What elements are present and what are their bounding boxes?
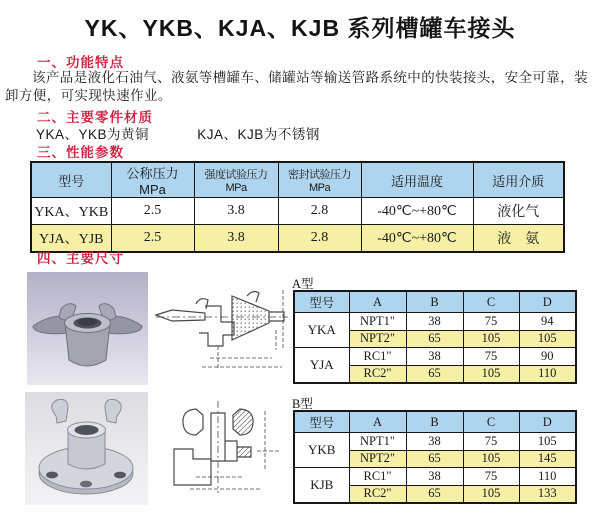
cell: 65: [406, 330, 463, 348]
materials-brass: YKA、YKB为黄铜: [36, 127, 150, 142]
cell: 液 氨: [473, 225, 564, 253]
cell: RC1": [349, 468, 406, 486]
header-cell: 型号: [31, 162, 111, 198]
model-cell: YJA: [294, 348, 349, 384]
header-cell: A: [349, 411, 406, 433]
section-heading-features: 一、功能特点: [37, 55, 124, 70]
table-row: [294, 433, 576, 451]
cell: 2.5: [111, 198, 194, 225]
features-paragraph: 该产品是液化石油气、液氨等槽罐车、储罐站等输送管路系统中的快装接头，安全可靠，装卸方便，可实现快速作业。: [5, 70, 588, 103]
header-cell: C: [463, 291, 519, 313]
dimension-table-b: [293, 410, 577, 504]
cell: 65: [406, 450, 463, 468]
drawing-b-cross-section: [162, 399, 285, 497]
cell: 75: [463, 313, 519, 331]
cell: 110: [519, 365, 576, 383]
cell: 90: [519, 348, 576, 366]
cell: 75: [463, 468, 519, 486]
cell: -40℃~+80℃: [361, 225, 473, 253]
cell: 75: [463, 433, 519, 451]
drawing-a-image: [152, 278, 293, 374]
dim-a-header-row: [294, 291, 576, 313]
cell: 2.8: [278, 198, 361, 225]
page-title: YK、YKB、KJA、KJB 系列槽罐车接头: [84, 15, 516, 41]
cell: RC1": [349, 348, 406, 366]
cell: 94: [519, 313, 576, 331]
cell: 38: [406, 348, 463, 366]
cell: 75: [463, 348, 519, 366]
cell: 105: [463, 450, 519, 468]
product-photo-flanged-coupling: [25, 392, 148, 505]
performance-table: [30, 161, 565, 253]
cell: 2.5: [111, 225, 194, 253]
header-cell: 适用介质: [473, 162, 564, 198]
cell: 3.8: [194, 198, 278, 225]
cell: 105: [463, 485, 519, 503]
cell: NPT1": [349, 433, 406, 451]
section-heading-dimensions: 四、主要尺寸: [37, 251, 124, 266]
section-heading-materials: 二、主要零件材质: [37, 110, 153, 125]
header-cell: 强度试验压力MPa: [194, 162, 278, 198]
header-cell: D: [519, 411, 576, 433]
cell: 105: [519, 433, 576, 451]
table-row: [294, 348, 576, 366]
header-cell: A: [349, 291, 406, 313]
cell: YJA、YJB: [31, 225, 111, 253]
drawing-b-image: [162, 399, 285, 497]
cell: 65: [406, 485, 463, 503]
flanged-coupling-image: [25, 392, 148, 505]
cell: NPT2": [349, 450, 406, 468]
header-cell: D: [519, 291, 576, 313]
product-photo-wing-coupling: [27, 272, 148, 385]
cell: RC2": [349, 485, 406, 503]
cell: 105: [463, 330, 519, 348]
cell: 38: [406, 468, 463, 486]
cell: 105: [463, 365, 519, 383]
cell: 2.8: [278, 225, 361, 253]
model-cell: YKB: [294, 433, 349, 468]
cell: 105: [519, 330, 576, 348]
cell: -40℃~+80℃: [361, 198, 473, 225]
header-cell: B: [406, 411, 463, 433]
table-row: [294, 468, 576, 486]
header-cell: 密封试验压力MPa: [278, 162, 361, 198]
drawing-a-cross-section: [152, 278, 293, 374]
materials-stainless: KJA、KJB为不锈钢: [197, 127, 320, 142]
table-row: [31, 198, 564, 225]
cell: 145: [519, 450, 576, 468]
header-cell: B: [406, 291, 463, 313]
cell: RC2": [349, 365, 406, 383]
dim-table-b-label: B型: [292, 397, 313, 411]
cell: 38: [406, 433, 463, 451]
cell: 65: [406, 365, 463, 383]
header-cell: 型号: [294, 411, 349, 433]
cell: 38: [406, 313, 463, 331]
model-cell: KJB: [294, 468, 349, 504]
dimension-table-a: [293, 290, 577, 384]
materials-line: [36, 123, 320, 143]
dim-table-a-label: A型: [292, 277, 314, 291]
cell: NPT2": [349, 330, 406, 348]
header-cell: 公称压力 MPa: [111, 162, 194, 198]
header-cell: 适用温度: [361, 162, 473, 198]
table-row: [294, 313, 576, 331]
cell: NPT1": [349, 313, 406, 331]
cell: 110: [519, 468, 576, 486]
cell: YKA、YKB: [31, 198, 111, 225]
header-cell: C: [463, 411, 519, 433]
section-heading-performance: 三、性能参数: [37, 145, 124, 160]
cell: 133: [519, 485, 576, 503]
cell: 液化气: [473, 198, 564, 225]
cell: 3.8: [194, 225, 278, 253]
performance-header-row: [31, 162, 564, 198]
wing-coupling-image: [27, 272, 148, 385]
header-cell: 型号: [294, 291, 349, 313]
dim-b-header-row: [294, 411, 576, 433]
model-cell: YKA: [294, 313, 349, 348]
